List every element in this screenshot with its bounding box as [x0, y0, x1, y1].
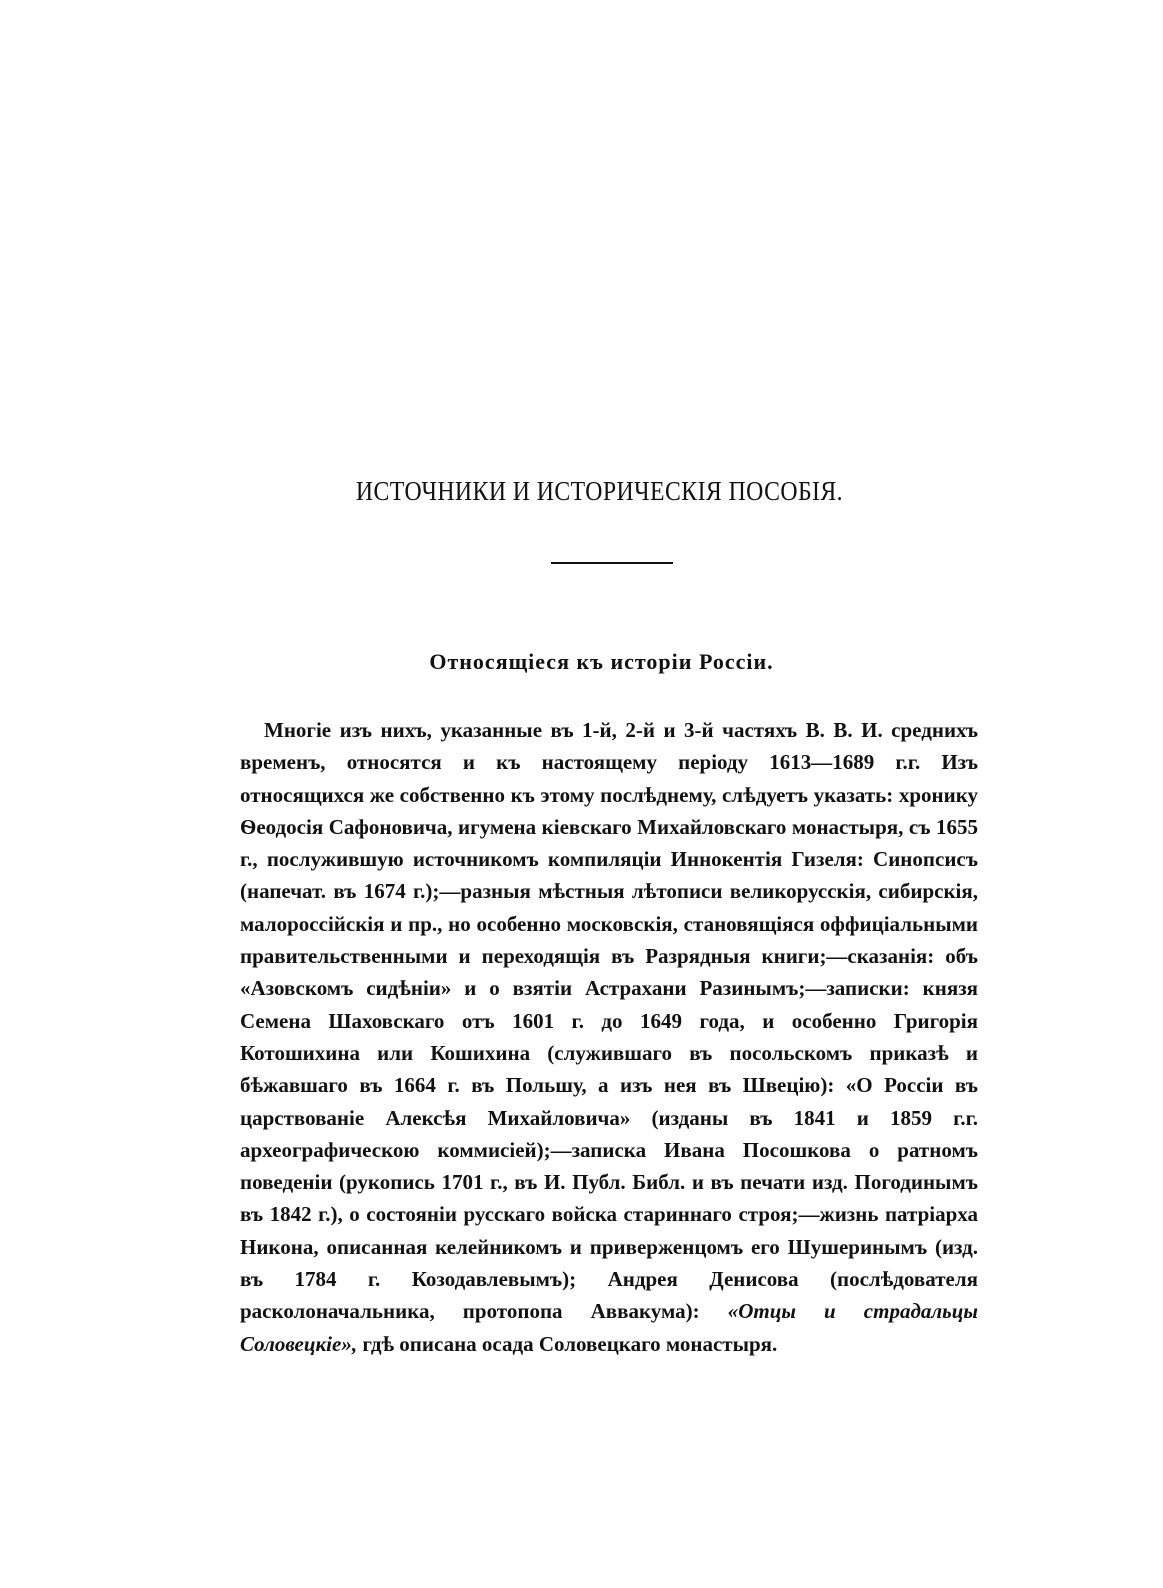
- paragraph-tail: гдѣ описана осада Соловецкаго монастыря.: [357, 1331, 778, 1356]
- paragraph-italic-title: «Отцы и страдальцы Соловецкіе»,: [240, 1299, 978, 1356]
- page-title: ИСТОЧНИКИ И ИСТОРИЧЕСКІЯ ПОСОБІЯ.: [355, 476, 844, 506]
- paragraph-text: Многіе изъ нихъ, указанные въ 1-й, 2-й и 3-й частяхъ В. В. И. среднихъ временъ, относятся и къ настоящему періоду 1613—1689 г.г. Изъ относящихся же собственно къ этому послѣднему, слѣдуетъ указать: хронику Ѳеодосія Сафоновича, игумена кіевскаго Михайловскаго монастыря, съ 1655 г., послужившую источникомъ компиляціи Иннокентія Гизеля: Синопсисъ (напечат. въ 1674 г.);—разныя мѣстныя лѣтописи великорусскія, сибирскія, малороссійскія и пр., но особенно московскія, становящіяся оффиціальными правительственными и переходящія въ Разрядныя книги;—сказанія: объ «Азовскомъ сидѣніи» и о взятіи Астрахани Разинымъ;—записки: князя Семена Шаховскаго отъ 1601 г. до 1649 года, и особенно Григорія Котошихина или Кошихина (служившаго въ посольскомъ приказѣ и бѣжавшаго въ 1664 г. въ Польшу, а изъ нея въ Швецію): «О Россіи въ царствованіе Алексѣя Михайловича» (изданы въ 1841 и 1859 г.г. археографическою коммисіей);—записка Ивана Посошкова о ратномъ поведеніи (рукопись 1701 г., въ И. Публ. Библ. и въ печати изд. Погодинымъ въ 1842 г.), о состояніи русскаго войска стариннаго строя;—жизнь патріарха Никона, описанная келейникомъ и приверженцомъ его Шушеринымъ (изд. въ 1784 г. Козодавлевымъ); Андрея Денисова (послѣдователя расколоначальника, протопопа Аввакума):: [240, 718, 978, 1324]
- title-divider: [551, 562, 673, 564]
- body-paragraph: [240, 714, 978, 1360]
- section-subtitle: Относящіеся къ исторіи Россіи.: [429, 649, 774, 674]
